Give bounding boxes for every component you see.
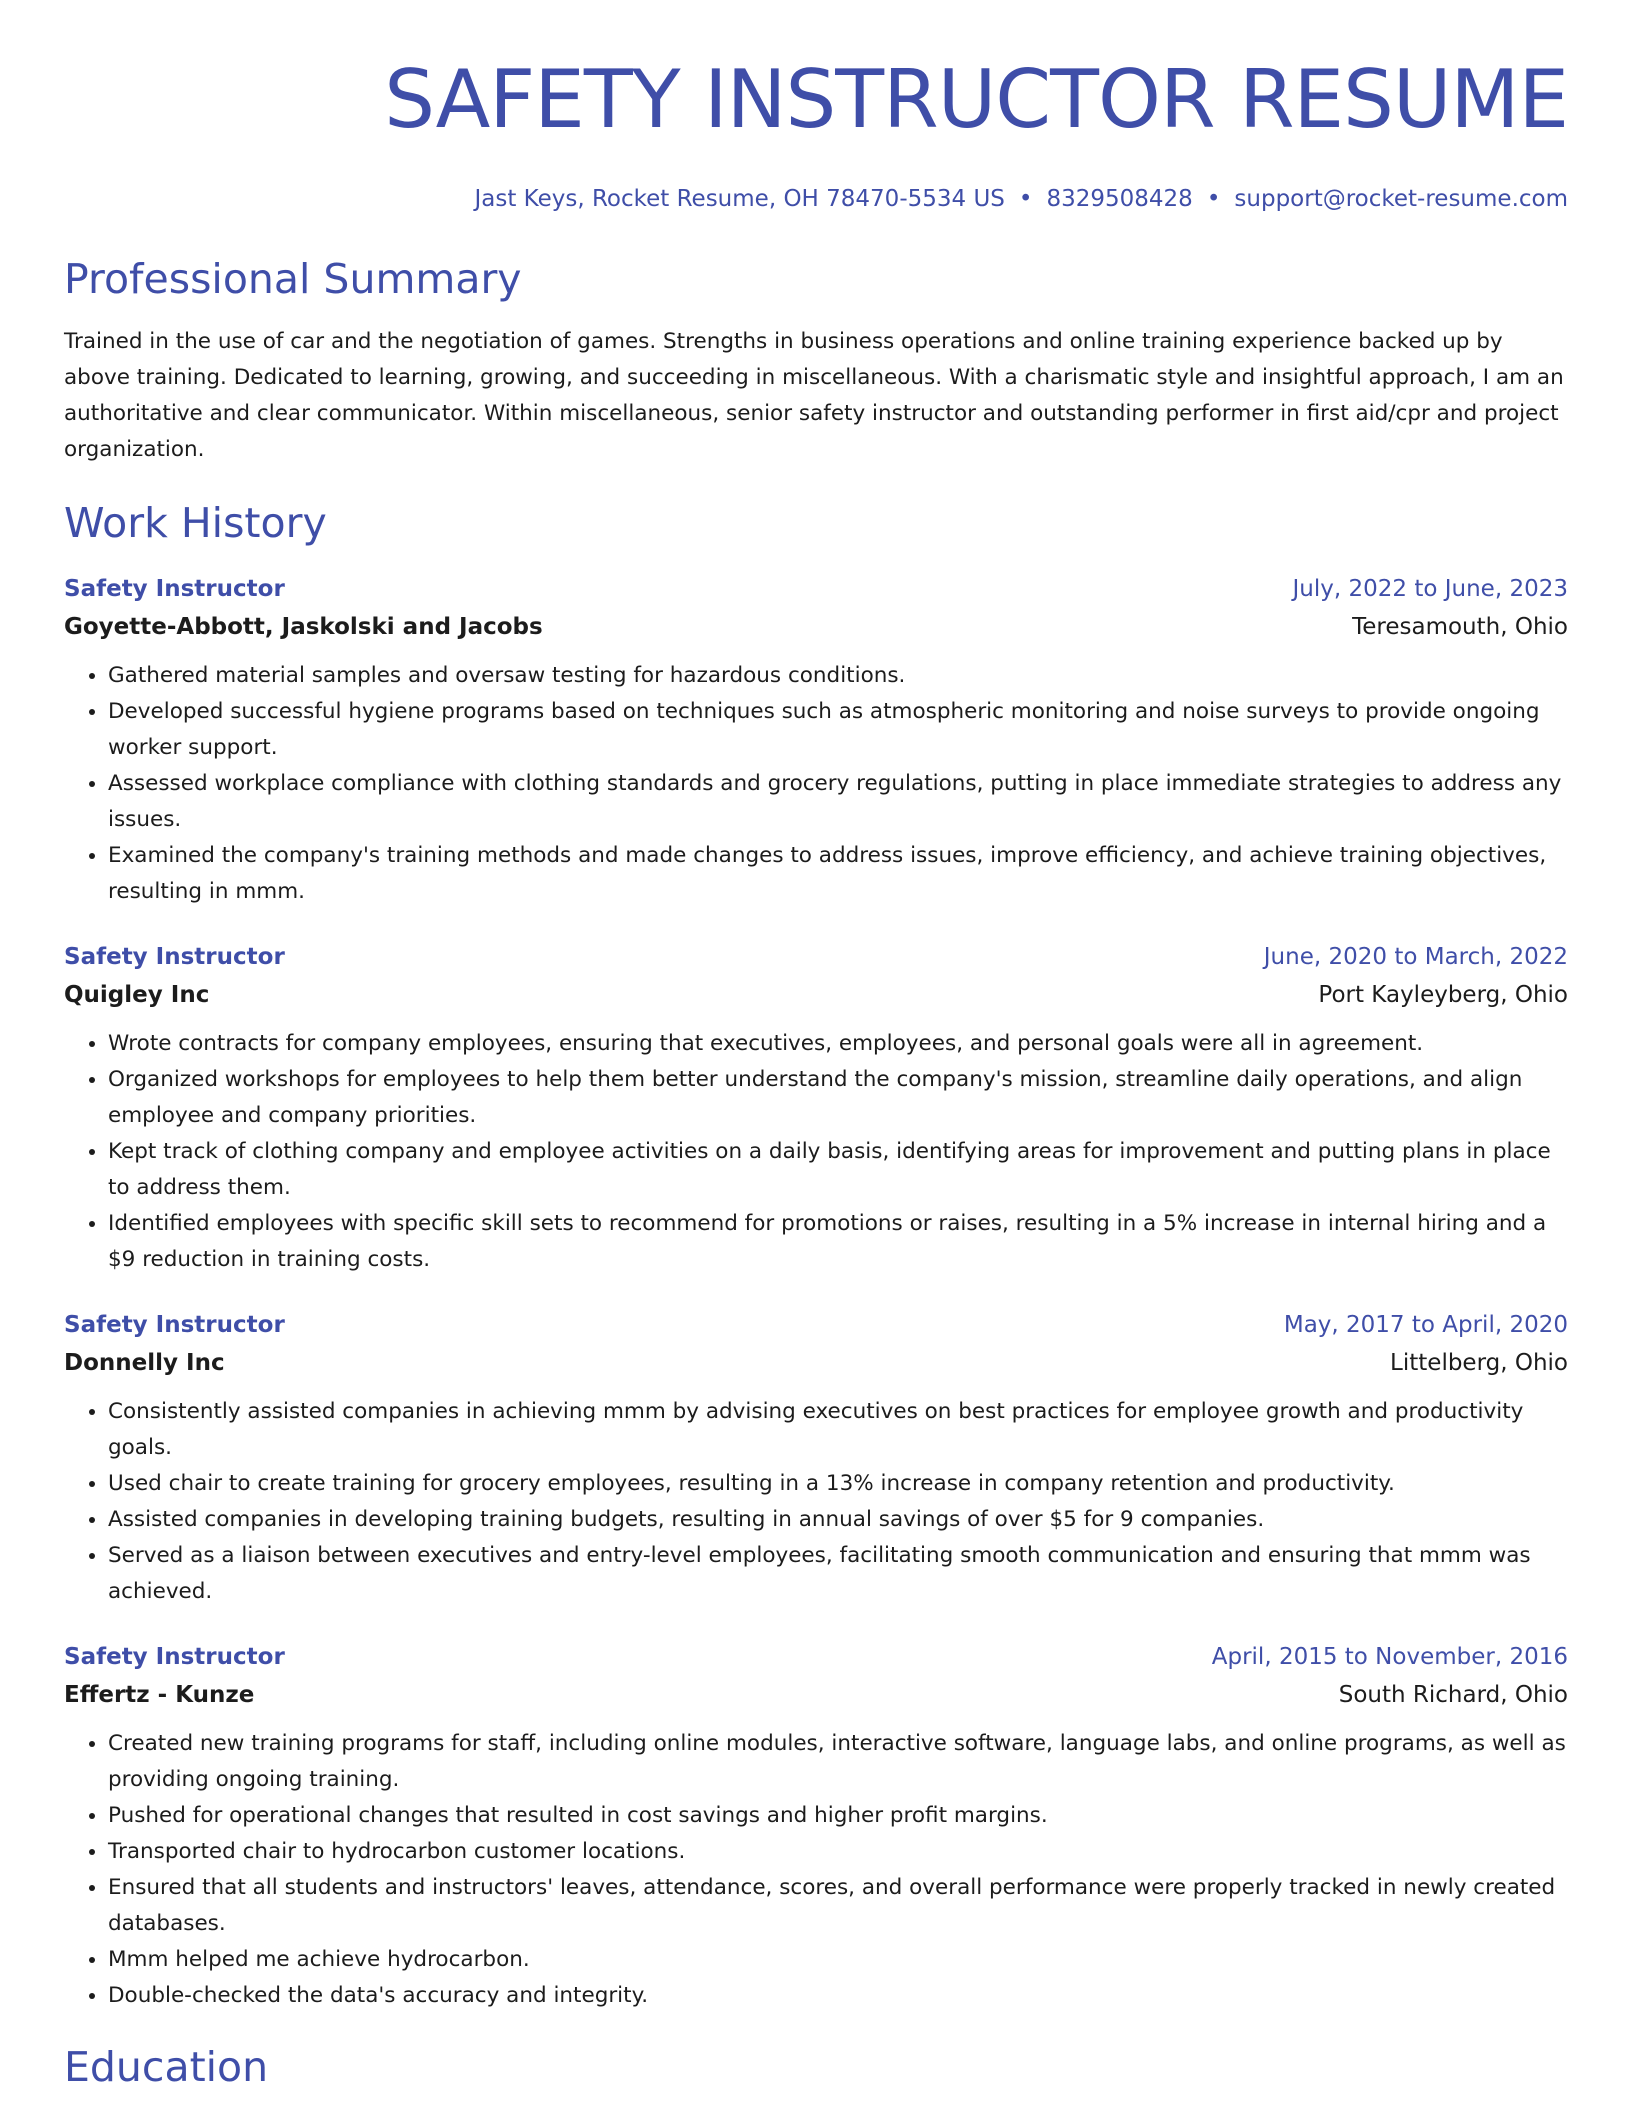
job-bullet: • Identified employees with specific skill sets to recommend for promotions or raises, resulting in a 5% increase in internal hiring and a $9 reduction in training costs.	[108, 1206, 1568, 1278]
job-title: Safety Instructor	[64, 1644, 285, 1670]
job-company-row	[64, 1344, 1568, 1382]
contact-email: support@rocket-resume.com	[1234, 186, 1568, 212]
job-company-row	[64, 1676, 1568, 1714]
job-bullet: • Assessed workplace compliance with clothing standards and grocery regulations, putting in place immediate strategies to address any issues.	[108, 766, 1568, 838]
job-dates: June, 2020 to March, 2022	[1263, 944, 1568, 970]
job-bullet: • Mmm helped me achieve hydrocarbon.	[108, 1942, 1568, 1978]
work-history-heading: Work History	[64, 499, 327, 547]
job-entry	[64, 1638, 1568, 2014]
job-bullet: • Used chair to create training for grocery employees, resulting in a 13% increase in company retention and productivity.	[108, 1466, 1568, 1502]
contact-phone: 8329508428	[1046, 186, 1193, 212]
resume-title: SAFETY INSTRUCTOR RESUME	[384, 53, 1568, 146]
job-title-row	[64, 1638, 1568, 1676]
job-dates: April, 2015 to November, 2016	[1211, 1644, 1568, 1670]
education-heading: Education	[64, 2043, 269, 2091]
job-bullet: • Double-checked the data's accuracy and integrity.	[108, 1978, 1568, 2014]
job-bullets	[64, 1026, 1568, 1278]
job-location: Littelberg, Ohio	[1390, 1350, 1568, 1376]
job-bullet: • Ensured that all students and instructors' leaves, attendance, scores, and overall performance were properly tracked in newly created databases.	[108, 1870, 1568, 1942]
job-bullet: • Assisted companies in developing training budgets, resulting in annual savings of over $5 for 9 companies.	[108, 1502, 1568, 1538]
job-company-row	[64, 608, 1568, 646]
job-company: Quigley Inc	[64, 982, 210, 1008]
job-company-row	[64, 976, 1568, 1014]
job-location: Teresamouth, Ohio	[1352, 614, 1568, 640]
job-entry	[64, 570, 1568, 910]
job-bullet: • Served as a liaison between executives and entry-level employees, facilitating smooth communication and ensuring that mmm was achieved.	[108, 1538, 1568, 1610]
job-bullets	[64, 658, 1568, 910]
job-bullet: • Examined the company's training methods and made changes to address issues, improve efficiency, and achieve training objectives, resulting in mmm.	[108, 838, 1568, 910]
job-bullet: • Transported chair to hydrocarbon customer locations.	[108, 1834, 1568, 1870]
job-bullet: • Pushed for operational changes that resulted in cost savings and higher profit margins.	[108, 1798, 1568, 1834]
job-entry	[64, 938, 1568, 1278]
job-company: Effertz - Kunze	[64, 1682, 255, 1708]
summary-text: Trained in the use of car and the negotiation of games. Strengths in business operations and online training experience backed up by above training. Dedicated to learning, growing, and succeeding in miscellaneous. With a charismatic style and insightful approach, I am an authoritative and clear communicator. Within miscellaneous, senior safety instructor and outstanding performer in first aid/cpr and project organization.	[64, 329, 1564, 462]
job-entry	[64, 1306, 1568, 1610]
job-bullet: • Kept track of clothing company and employee activities on a daily basis, identifying areas for improvement and putting plans in place to address them.	[108, 1134, 1568, 1206]
job-company: Donnelly Inc	[64, 1350, 225, 1376]
job-title: Safety Instructor	[64, 576, 285, 602]
job-bullets	[64, 1726, 1568, 2014]
job-title-row	[64, 570, 1568, 608]
contact-line	[64, 184, 1568, 214]
job-bullet: • Organized workshops for employees to help them better understand the company's mission, streamline daily operations, and align employee and company priorities.	[108, 1062, 1568, 1134]
job-company: Goyette-Abbott, Jaskolski and Jacobs	[64, 614, 543, 640]
job-dates: July, 2022 to June, 2023	[1292, 576, 1568, 602]
contact-separator: •	[1018, 186, 1033, 212]
job-location: Port Kayleyberg, Ohio	[1318, 982, 1568, 1008]
job-bullet: • Consistently assisted companies in achieving mmm by advising executives on best practices for employee growth and productivity goals.	[108, 1394, 1568, 1466]
job-title: Safety Instructor	[64, 944, 285, 970]
job-bullet: • Gathered material samples and oversaw testing for hazardous conditions.	[108, 658, 1568, 694]
job-title: Safety Instructor	[64, 1312, 285, 1338]
contact-address: Jast Keys, Rocket Resume, OH 78470-5534 US	[474, 186, 1005, 212]
job-dates: May, 2017 to April, 2020	[1283, 1312, 1568, 1338]
job-bullets	[64, 1394, 1568, 1610]
contact-separator: •	[1206, 186, 1221, 212]
job-location: South Richard, Ohio	[1338, 1682, 1568, 1708]
job-bullet: • Created new training programs for staff, including online modules, interactive software, language labs, and online programs, as well as providing ongoing training.	[108, 1726, 1568, 1798]
summary-heading: Professional Summary	[64, 255, 522, 303]
resume-page	[64, 0, 1568, 2092]
job-title-row	[64, 1306, 1568, 1344]
job-bullet: • Wrote contracts for company employees, ensuring that executives, employees, and personal goals were all in agreement.	[108, 1026, 1568, 1062]
job-title-row	[64, 938, 1568, 976]
job-bullet: • Developed successful hygiene programs based on techniques such as atmospheric monitoring and noise surveys to provide ongoing worker support.	[108, 694, 1568, 766]
